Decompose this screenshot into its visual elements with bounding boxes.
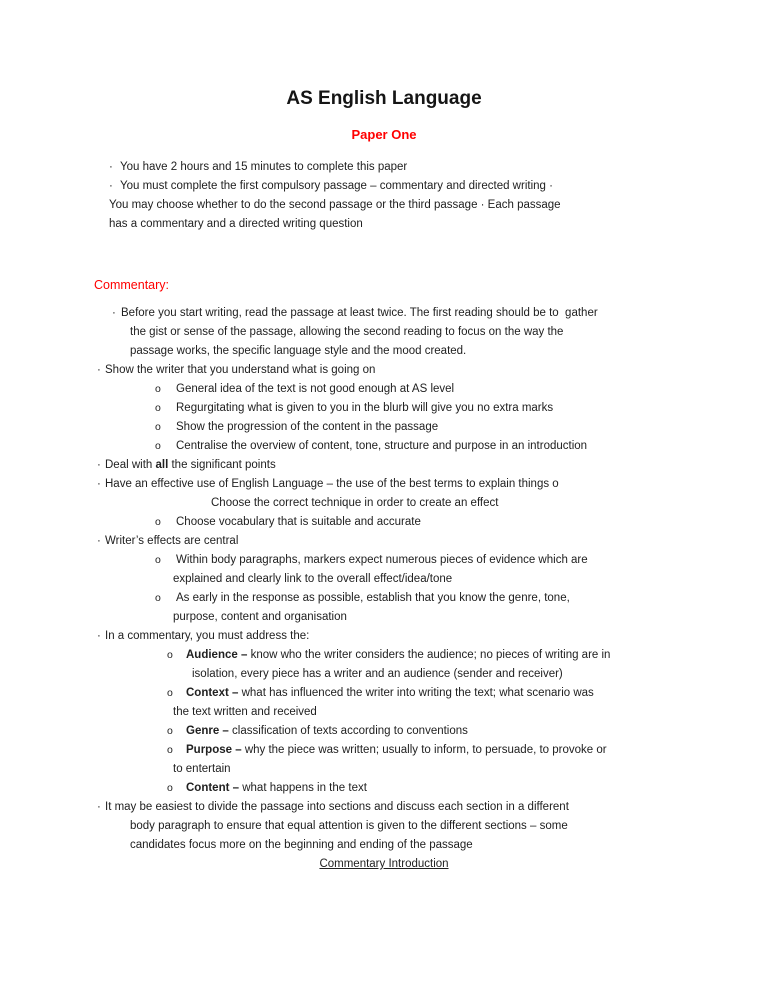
circle-bullet-icon: o [167,744,173,756]
line-text: Before you start writing, read the passage at least twice. The first reading should be to gather [121,307,598,319]
text-line [130,342,768,361]
text-line [155,380,768,399]
text-line [130,836,768,855]
page-title: AS English Language [286,88,482,109]
text-line [112,304,768,323]
commentary-notes [0,304,768,874]
text-line [97,475,768,494]
line-text: Audience – know who the writer considers the audience; no pieces of writing are in [186,649,611,661]
line-text: As early in the response as possible, establish that you know the genre, tone, [176,592,570,604]
text-line [167,741,768,760]
line-text: Regurgitating what is given to you in the blurb will give you no extra marks [176,402,554,414]
dot-bullet-icon: · [97,535,101,547]
line-text: the text written and received [173,706,317,718]
line-text: has a commentary and a directed writing question [109,218,363,230]
text-line [155,589,768,608]
text-line [97,798,768,817]
text-line [97,456,768,475]
section-heading-commentary: Commentary: [94,278,170,292]
text-line [97,361,768,380]
circle-bullet-icon: o [155,516,161,528]
line-text: General idea of the text is not good enough at AS level [176,383,455,395]
line-text: You may choose whether to do the second passage or the third passage · Each passage [109,199,561,211]
text-line [173,760,768,779]
circle-bullet-icon: o [167,687,173,699]
line-text: Context – what has influenced the writer into writing the text; what scenario was [186,687,594,699]
dot-bullet-icon: · [112,307,116,319]
line-text: Content – what happens in the text [186,782,367,794]
circle-bullet-icon: o [155,554,161,566]
text-line [173,703,768,722]
text-line [130,817,768,836]
dot-bullet-icon: · [97,478,101,490]
text-line [109,215,768,234]
text-line [109,158,768,177]
text-line [155,399,768,418]
line-text: explained and clearly link to the overall effect/idea/tone [173,573,453,585]
text-line [155,437,768,456]
line-text: In a commentary, you must address the: [105,630,310,642]
text-line [167,646,768,665]
line-text: body paragraph to ensure that equal attention is given to the different sections – some [130,820,568,832]
text-line [155,418,768,437]
text-line [155,551,768,570]
text-line [97,532,768,551]
circle-bullet-icon: o [155,421,161,433]
text-line [167,684,768,703]
circle-bullet-icon: o [155,592,161,604]
circle-bullet-icon: o [155,383,161,395]
circle-bullet-icon: o [155,440,161,452]
text-line [167,779,768,798]
dot-bullet-icon: · [109,180,113,192]
line-text: Centralise the overview of content, tone, structure and purpose in an introduction [176,440,588,452]
text-line [192,665,768,684]
line-text: You must complete the first compulsory passage – commentary and directed writing · [120,180,553,192]
line-text: isolation, every piece has a writer and an audience (sender and receiver) [192,668,563,680]
line-text: purpose, content and organisation [173,611,347,623]
text-line [167,722,768,741]
dot-bullet-icon: · [97,364,101,376]
intro-paragraph [0,158,768,234]
line-text: Show the writer that you understand what is going on [105,364,376,376]
circle-bullet-icon: o [167,649,173,661]
line-text: Commentary Introduction [319,858,449,870]
line-text: Writer’s effects are central [105,535,239,547]
text-line [173,608,768,627]
line-text: Within body paragraphs, markers expect numerous pieces of evidence which are [176,554,588,566]
dot-bullet-icon: · [97,630,101,642]
text-line [130,323,768,342]
text-line [97,627,768,646]
circle-bullet-icon: o [155,402,161,414]
line-text: Choose vocabulary that is suitable and accurate [176,516,421,528]
line-text: passage works, the specific language style and the mood created. [130,345,467,357]
line-text: Purpose – why the piece was written; usually to inform, to persuade, to provoke or [186,744,607,756]
line-text: Genre – classification of texts according to conventions [186,725,468,737]
text-line [0,855,768,874]
text-line [109,196,768,215]
line-text: You have 2 hours and 15 minutes to complete this paper [120,161,408,173]
circle-bullet-icon: o [167,725,173,737]
dot-bullet-icon: · [97,801,101,813]
line-text: Deal with all the significant points [105,459,276,471]
line-text: It may be easiest to divide the passage into sections and discuss each section in a different [105,801,569,813]
line-text: Have an effective use of English Language – the use of the best terms to explain things o [105,478,559,490]
line-text: candidates focus more on the beginning and ending of the passage [130,839,473,851]
line-text: Choose the correct technique in order to create an effect [211,497,499,509]
line-text: to entertain [173,763,231,775]
text-line [155,513,768,532]
text-line [173,570,768,589]
page-subtitle: Paper One [351,127,417,142]
text-line [211,494,768,513]
dot-bullet-icon: · [109,161,113,173]
text-line [109,177,768,196]
line-text: the gist or sense of the passage, allowing the second reading to focus on the way the [130,326,564,338]
circle-bullet-icon: o [167,782,173,794]
dot-bullet-icon: · [97,459,101,471]
line-text: Show the progression of the content in the passage [176,421,439,433]
